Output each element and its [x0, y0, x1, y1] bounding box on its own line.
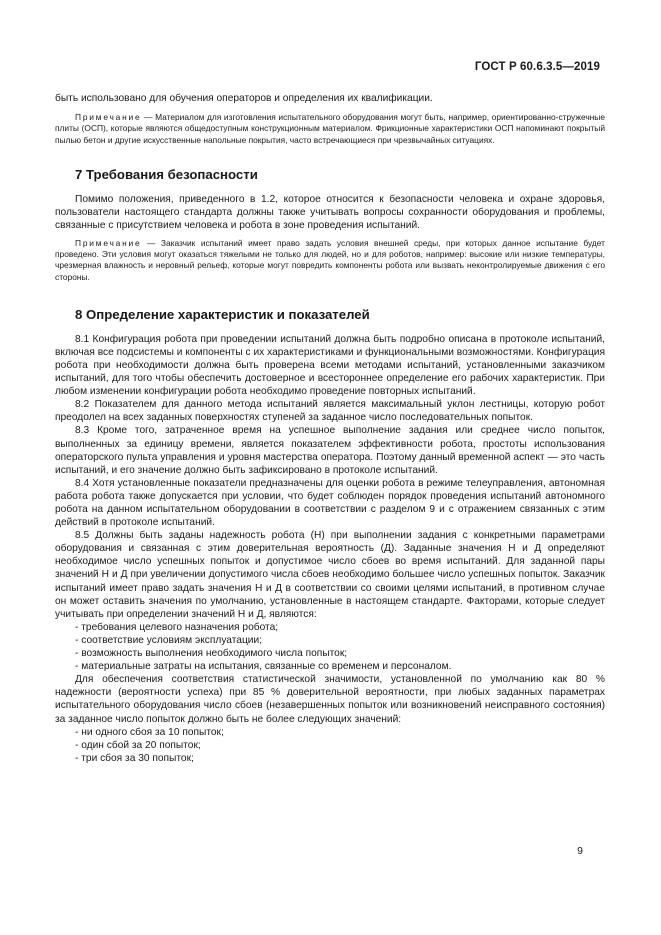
section-7-heading: 7 Требования безопасности — [75, 166, 258, 182]
failure-limits-list — [55, 726, 605, 765]
list-item: - три сбоя за 30 попыток; — [75, 752, 605, 765]
section-7-paragraph: Помимо положения, приведенного в 1.2, которое относится к безопасности человека и охране здоровья, пользователи настоящего стандарта должны также учитывать вопросы сохранности оборудования и проблемы, связанные с присутствием человека и робота в зоне проведения испытаний. — [55, 193, 605, 231]
list-item: - ни одного сбоя за 10 попыток; — [75, 726, 605, 739]
clause-8-1: 8.1 Конфигурация робота при проведении испытаний должна быть подробно описана в протоколе испытаний, включая все подсистемы и компоненты с их характеристиками и функциональными возможностями. Конфигурация робота при необходимости должна быть проверена всеми методами испытаний, установленными заказчиком испытаний, для того чтобы обеспечить достоверное и всестороннее определение его рабочих характеристик. При любом изменении конфигурации робота необходимо проведение повторных испытаний. — [55, 333, 605, 398]
page-number: 9 — [577, 845, 583, 857]
list-item: - материальные затраты на испытания, связанные со временем и персоналом. — [75, 660, 605, 673]
statistical-significance-paragraph: Для обеспечения соответствия статистической значимости, установленной по умолчанию как 80 % надежности (вероятности успеха) при 85 % доверительной вероятности, при любых заданных параметрах испытательного оборудования число сбоев (незавершенных попыток или возникновений неисправного состояния) за заданное число попыток должно быть не более следующих значений: — [55, 674, 605, 725]
list-item: - соответствие условиям эксплуатации; — [75, 634, 605, 647]
note-1 — [55, 112, 605, 146]
note-label: Примечание — [75, 237, 142, 248]
clause-8-2: 8.2 Показателем для данного метода испытаний является максимальный уклон лестницы, которую робот преодолел на всех заданных поверхностях ступеней за заданное число последовательных попыток. — [55, 399, 605, 424]
clause-8-3: 8.3 Кроме того, затраченное время на успешное выполнение задания или среднее число попыток, выполненных за единицу времени, является показателем эффективности робота, простоты использования операторского пульта управления и уровня мастерства оператора. Поэтому данный временной аспект — это часть испытаний, и его значение должно быть зафиксировано в протоколе испытаний. — [55, 425, 605, 476]
list-item: - один сбой за 20 попыток; — [75, 739, 605, 752]
section-8-heading: 8 Определение характеристик и показателей — [75, 306, 370, 322]
factors-list — [55, 621, 605, 673]
list-item: - требования целевого назначения робота; — [75, 621, 605, 634]
clause-8-5: 8.5 Должны быть заданы надежность робота (Н) при выполнении задания с конкретными параметрами оборудования и связанная с этим доверительная вероятность (Д). Заданные значения Н и Д определяют необходимое число успешных попыток и допустимое число сбоев во время испытаний. Для заданной пары значений Н и Д при увеличении допустимого числа сбоев необходимо большее число успешных попыток. Заказчик испытаний имеет право задать значения Н и Д в соответствии со своими целями испытаний, в противном случае он может оставить значения по умолчанию, установленные в настоящем стандарте. Факторами, которые следует учитывать при определении значений Н и Д, являются: — [55, 530, 605, 620]
standard-designation: ГОСТ Р 60.6.3.5—2019 — [474, 61, 600, 73]
section-7-note — [55, 238, 605, 283]
note-label: Примечание — [75, 112, 142, 123]
intro-paragraph: быть использовано для обучения операторов и определения их квалификации. — [55, 93, 433, 104]
note-text: — Материалом для изготовления испытательного оборудования могут быть, например, ориентированно-стружечные плиты (ОСП), которые являются общедоступным конструкционным материалом. Фрикционные характеристики ОСП напоминают покрытый пылью бетон и другие искусственные напольные покрытия, часто встречающиеся при чрезвычайных ситуациях. — [55, 112, 605, 145]
note-text: — Заказчик испытаний имеет право задать условия внешней среды, при которых данное испытание будет проведено. Эти условия могут оказаться тяжелыми не только для людей, но и для роботов, например: высокие или низкие температуры, чрезмерная влажность и неровный рельеф, которые могут повредить компоненты робота или вызвать неконтролируемые движения с его стороны. — [55, 237, 605, 282]
clause-8-4: 8.4 Хотя установленные показатели предназначены для оценки робота в режиме телеуправления, автономная работа робота также допускается при условии, что будет соблюден порядок проведения испытаний автономного робота на данном испытательном оборудовании в соответствии с разделом 9 и с отражением связанных с этим действий в протоколе испытаний. — [55, 477, 605, 529]
list-item: - возможность выполнения необходимого числа попыток; — [75, 647, 605, 660]
page-content — [55, 92, 605, 765]
